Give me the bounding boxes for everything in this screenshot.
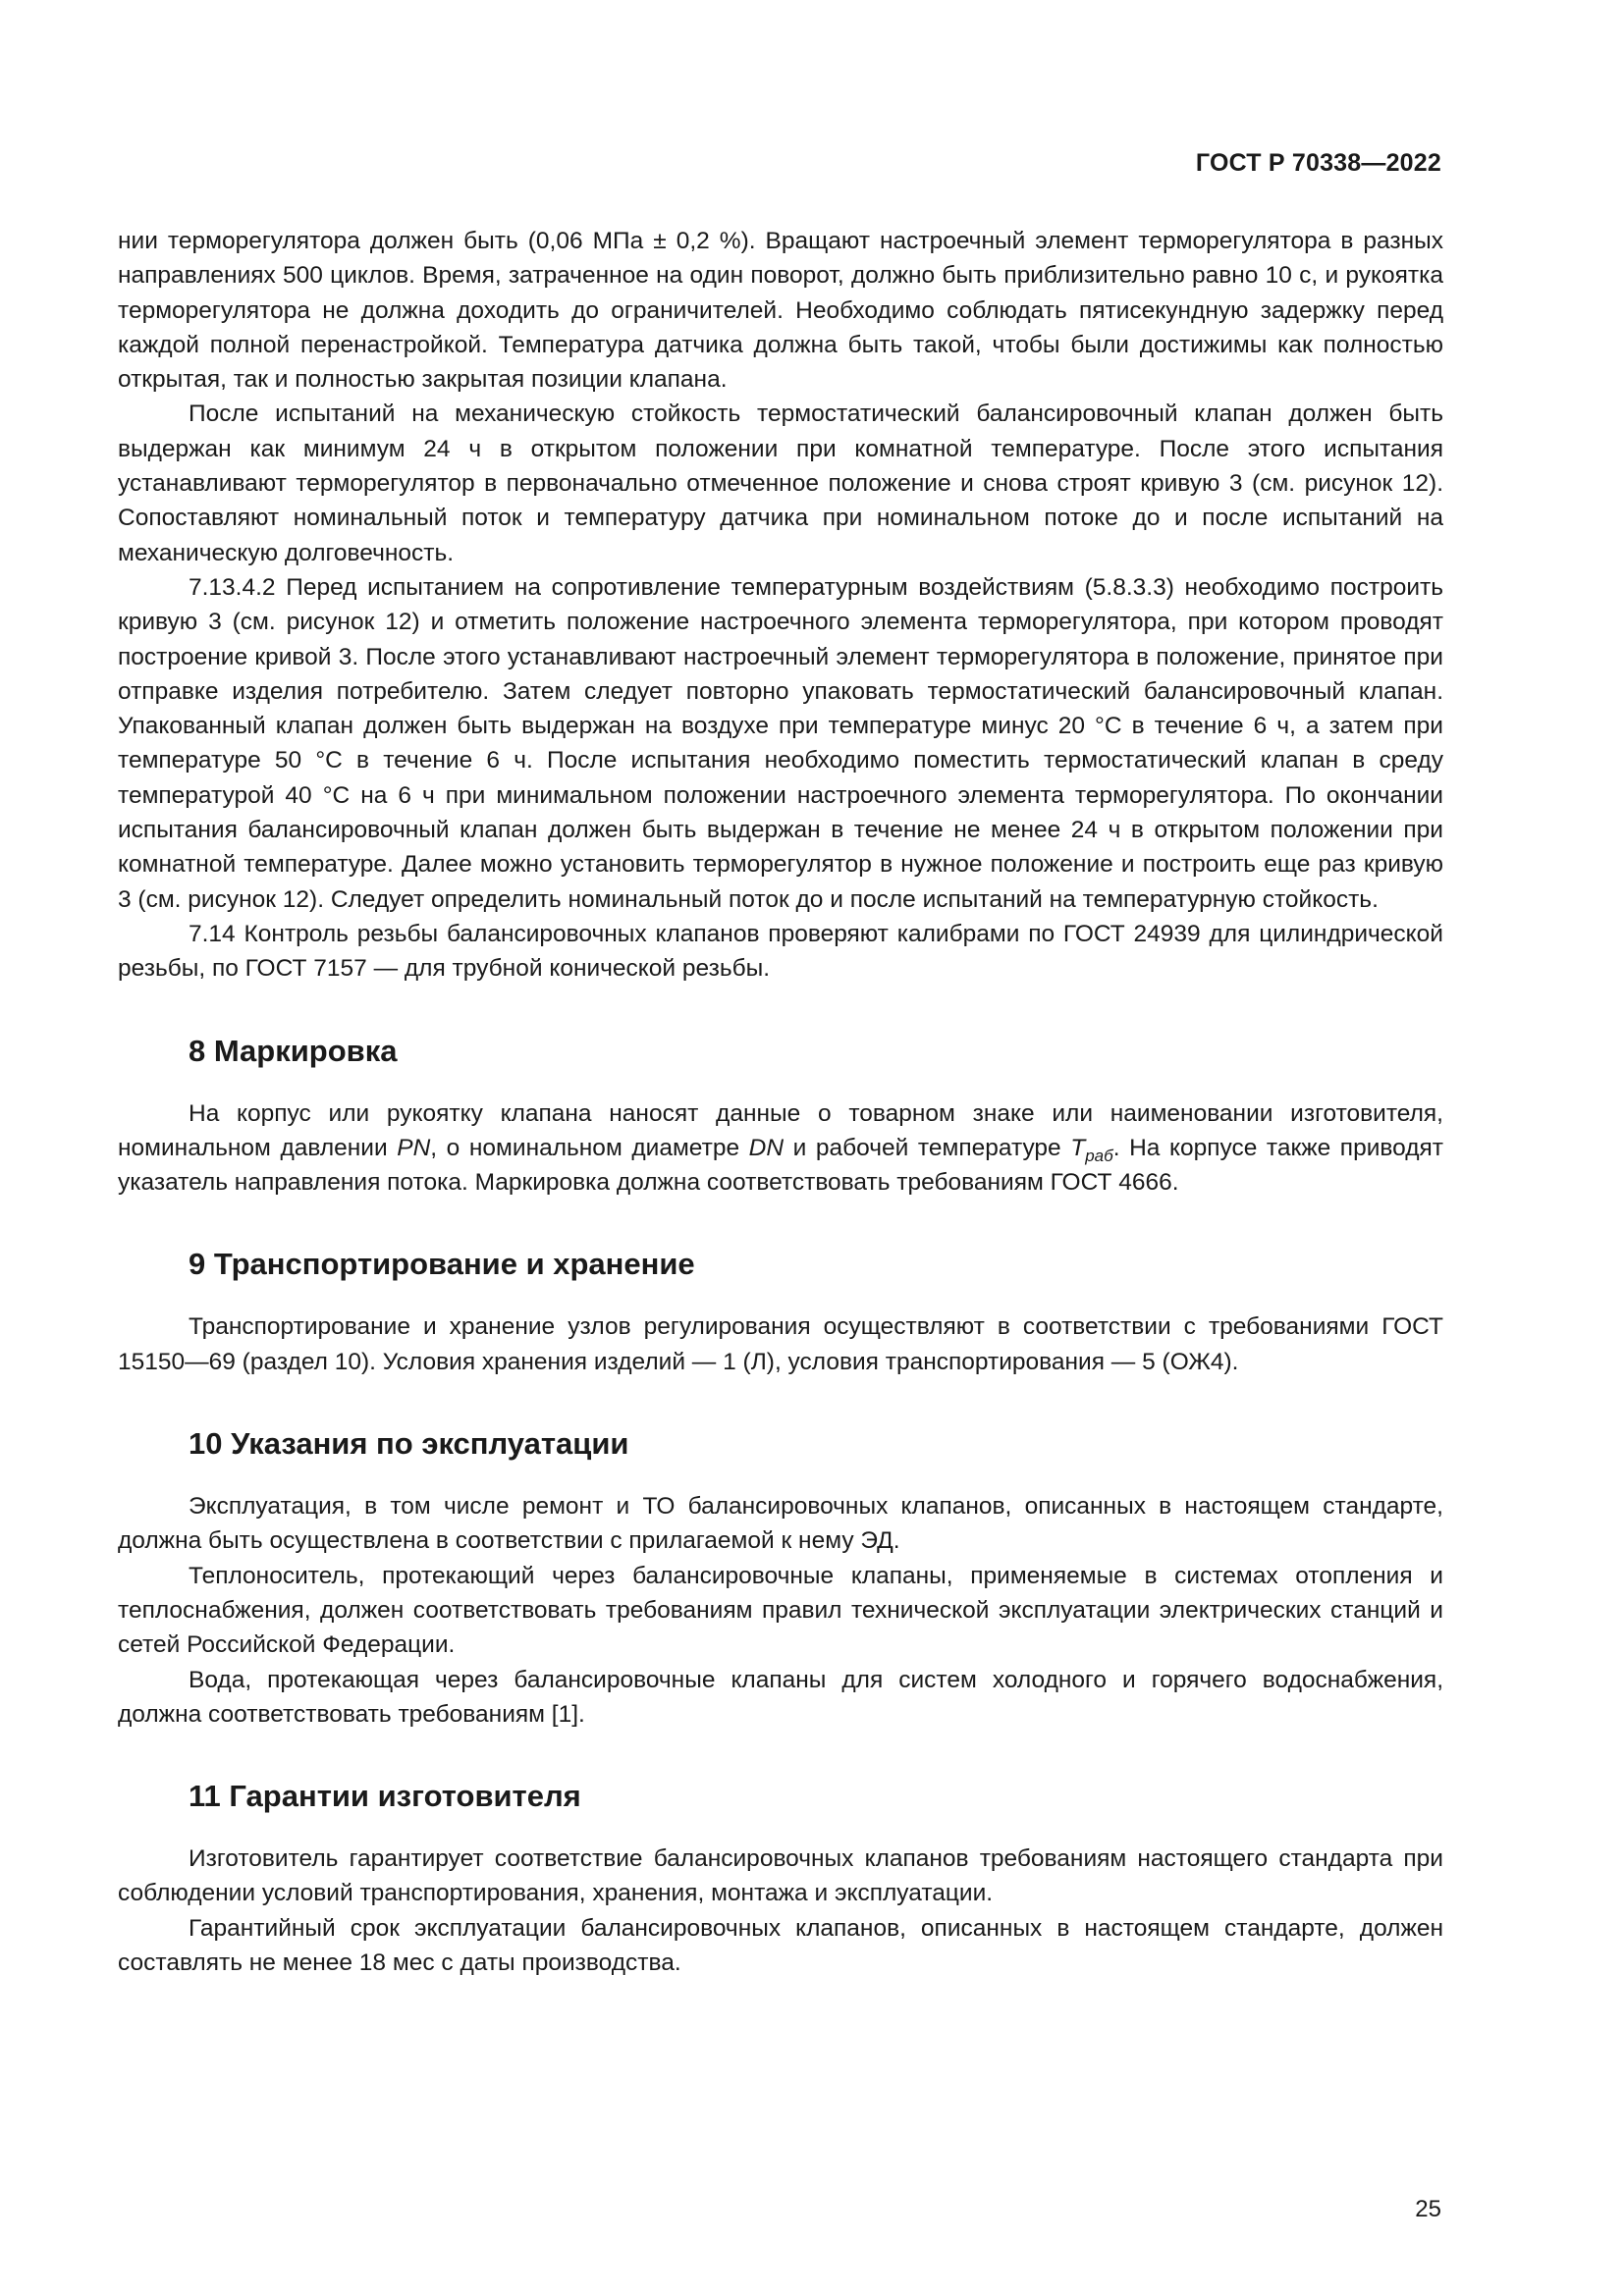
paragraph-7-14: 7.14 Контроль резьбы балансировочных клапанов проверяют калибрами по ГОСТ 24939 для цилиндрической резьбы, по ГОСТ 7157 — для трубной конической резьбы. — [118, 920, 1443, 983]
document-body — [118, 224, 1443, 1980]
page-number: 25 — [1415, 2196, 1441, 2222]
section-8-title: 8 Маркировка — [189, 1033, 398, 1068]
section-11-paragraph-2: Гарантийный срок эксплуатации балансировочных клапанов, описанных в настоящем стандарте, должен составлять не менее 18 мес с даты производства. — [118, 1914, 1443, 1976]
t-subscript: раб — [1085, 1146, 1113, 1165]
t-symbol: T — [1070, 1134, 1086, 1161]
section-8-paragraph: На корпус или рукоятку клапана наносят данные о товарном знаке или наименовании изготовителя, номинальном давлении PN, о номинальном диаметре DN и рабочей температуре $T_{раб}$. На корпусе также приводят указатель направления потока. Маркировка должна соответствовать требованиям ГОСТ 4666. — [118, 1099, 1443, 1197]
section-9-paragraph: Транспортирование и хранение узлов регулирования осуществляют в соответствии с требованиями ГОСТ 15150—69 (раздел 10). Условия хранения изделий — 1 (Л), условия транспортирования — 5 (ОЖ4). — [118, 1313, 1443, 1375]
section-10-paragraph-1: Эксплуатация, в том числе ремонт и ТО балансировочных клапанов, описанных в настоящем стандарте, должна быть осуществлена в соответствии с прилагаемой к нему ЭД. — [118, 1493, 1443, 1555]
section-9-title: 9 Транспортирование и хранение — [189, 1247, 695, 1282]
section-11-title: 11 Гарантии изготовителя — [189, 1779, 581, 1814]
section-10-title: 10 Указания по эксплуатации — [189, 1426, 629, 1462]
paragraph-7-13-4-2: 7.13.4.2 Перед испытанием на сопротивление температурным воздействиям (5.8.3.3) необходимо построить кривую 3 (см. рисунок 12) и отметить положение настроечного элемента терморегулятора, при котором проводят построение кривой 3. После этого устанавливают настроечный элемент терморегулятора в положение, принятое при отправке изделия потребителю. Затем следует повторно упаковать термостатический балансировочный клапан. Упакованный клапан должен быть выдержан на воздухе при температуре минус 20 °С в течение 6 ч, а затем при температуре 50 °С в течение 6 ч. После испытания необходимо поместить термостатический клапан в среду температурой 40 °С на 6 ч при минимальном положении настроечного элемента терморегулятора. По окончании испытания балансировочный клапан должен быть выдержан в течение не менее 24 ч в открытом положении при комнатной температуре. Далее можно установить терморегулятор в нужное положение и построить еще раз кривую 3 (см. рисунок 12). Следует определить номинальный поток до и после испытаний на температурную стойкость. — [118, 573, 1443, 913]
section-11-paragraph-1: Изготовитель гарантирует соответствие балансировочных клапанов требованиям настоящего стандарта при соблюдении условий транспортирования, хранения, монтажа и эксплуатации. — [118, 1845, 1443, 1907]
paragraph-mechanical-test: После испытаний на механическую стойкость термостатический балансировочный клапан должен быть выдержан как минимум 24 ч в открытом положении при комнатной температуре. После этого испытания устанавливают терморегулятор в первоначально отмеченное положение и снова строят кривую 3 (см. рисунок 12). Сопоставляют номинальный поток и температуру датчика при номинальном потоке до и после испытаний на механическую долговечность. — [118, 400, 1443, 566]
paragraph-continuation: нии терморегулятора должен быть (0,06 МПа ± 0,2 %). Вращают настроечный элемент терморегулятора в разных направлениях 500 циклов. Время, затраченное на один поворот, должно быть приблизительно равно 10 с, и рукоятка терморегулятора не должна доходить до ограничителей. Необходимо соблюдать пятисекундную задержку перед каждой полной перенастройкой. Температура датчика должна быть такой, чтобы были достижимы как полностью открытая, так и полностью закрытая позиции клапана. — [118, 228, 1443, 394]
pn-symbol: PN — [397, 1134, 431, 1161]
dn-symbol: DN — [748, 1134, 785, 1161]
section-10-paragraph-3: Вода, протекающая через балансировочные клапаны для систем холодного и горячего водоснабжения, должна соответствовать требованиям [1]. — [118, 1666, 1443, 1728]
section-10-paragraph-2: Теплоноситель, протекающий через балансировочные клапаны, применяемые в системах отопления и теплоснабжения, должен соответствовать требованиям правил технической эксплуатации электрических станций и сетей Российской Федерации. — [118, 1562, 1443, 1659]
document-header: ГОСТ Р 70338—2022 — [1195, 149, 1441, 177]
